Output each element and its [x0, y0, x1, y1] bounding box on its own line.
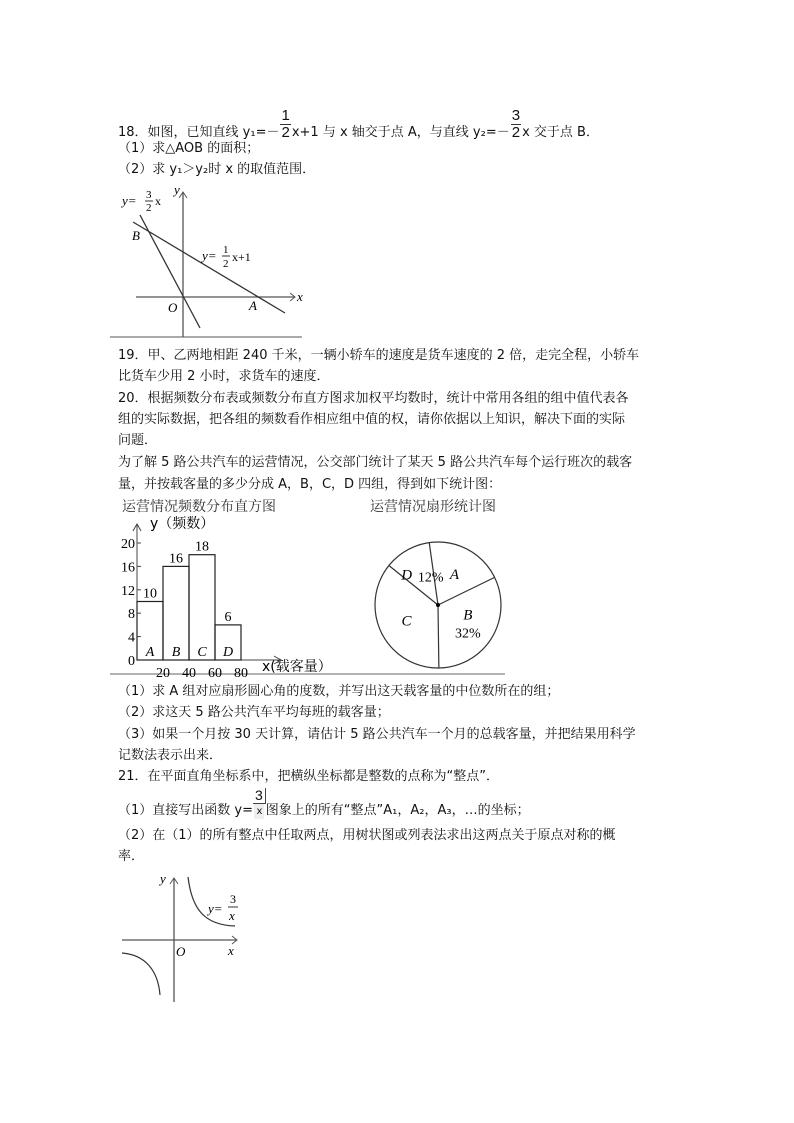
q20-part3-line2: 记数法表示出来．: [118, 748, 223, 763]
pie-title: 运营情况扇形统计图: [370, 499, 496, 515]
label-y2-num: 3: [146, 189, 152, 201]
bar-value-label: 18: [195, 539, 209, 555]
label-y2-x: x: [155, 194, 161, 208]
label-y2-prefix: y=: [122, 193, 137, 208]
origin-label: O: [168, 300, 178, 315]
q19-line2: 比货车少用 2 小时，求货车的速度．: [118, 369, 330, 384]
q18-text-mid: x+1 与 x 轴交于点 A，与直线 y₂=－: [291, 125, 510, 140]
q21-part1-suffix: 图象上的所有“整点”A₁，A₂，A₃，…的坐标；: [265, 803, 530, 818]
fraction-denominator: 2: [281, 124, 290, 141]
fraction-numerator: 3: [511, 107, 521, 124]
fraction-denominator: x: [256, 806, 263, 817]
bar-category-label: B: [171, 645, 181, 660]
histogram-title: 运营情况频数分布直方图: [122, 499, 276, 515]
pie-slice-boundary-C: [438, 605, 439, 668]
line-y1: [133, 222, 285, 313]
y-tick-label: 16: [121, 560, 135, 576]
fraction-one-half: [280, 108, 290, 141]
curve-label-num: 3: [230, 892, 236, 906]
pie-slice-percent-B: 32%: [454, 626, 481, 642]
q21-line1: 21．在平面直角坐标系中，把横纵坐标都是整数的点称为“整点”．: [118, 769, 500, 784]
q21-part1-prefix: （1）直接写出函数 y=: [118, 803, 253, 818]
point-b-label: B: [132, 228, 140, 243]
histogram-y-label: y（频数）: [150, 516, 215, 532]
y-tick-label: 4: [128, 630, 135, 646]
curve-label-den: x: [229, 908, 235, 923]
q21-part2-line2: 率．: [118, 849, 145, 864]
q20-line1: 20．根据频数分布表或频数分布直方图求加权平均数时，统计中常用各组的组中值代表各: [118, 391, 629, 406]
q20-part1: （1）求 A 组对应扇形圆心角的度数，并写出这天载客量的中位数所在的组；: [118, 684, 560, 699]
bar-value-label: 6: [224, 609, 232, 625]
pie-slice-label-A: A: [449, 567, 460, 584]
fraction-numerator: 1: [281, 107, 290, 124]
axis-y-label: y: [174, 182, 180, 197]
y-tick-label: 12: [121, 583, 135, 599]
label-y2-den: 2: [146, 202, 152, 214]
label-y1-prefix: y=: [202, 248, 217, 263]
x-tick-label: 60: [208, 666, 222, 679]
bar-category-label: C: [197, 645, 207, 660]
q18-part2: （2）求 y₁＞y₂时 x 的取值范围．: [118, 162, 316, 177]
bar-value-label: 10: [143, 586, 157, 602]
q20-line4: 为了解 5 路公共汽车的运营情况，公交部门统计了某天 5 路公共汽车每个运行班次的载客: [118, 455, 633, 470]
q19-line1: 19．甲、乙两地相距 240 千米，一辆小轿车的速度是货车速度的 2 倍，走完全程，小轿车: [118, 348, 640, 363]
point-a-label: A: [249, 298, 257, 313]
q21-part2-line1: （2）在（1）的所有整点中任取两点，用树状图或列表法求出这两点关于原点对称的概: [118, 828, 616, 843]
label-y1-num: 1: [223, 244, 229, 256]
q18-text-prefix: 18．如图，已知直线 y₁=－: [118, 125, 280, 140]
fraction-numerator: 3: [253, 788, 266, 804]
curve-label-prefix: y=: [208, 901, 223, 916]
q20-part3-line1: （3）如果一个月按 30 天计算，请估计 5 路公共汽车一个月的总载客量，并把结果用科学: [118, 727, 636, 742]
q20-part2: （2）求这天 5 路公共汽车平均每班的载客量；: [118, 705, 390, 720]
axis-x-label: x: [228, 943, 234, 958]
x-tick-label: 20: [156, 666, 170, 679]
pie-slice-boundary-B: [438, 577, 495, 605]
pie-slice-percent-D: 12%: [417, 570, 444, 586]
pie-chart: [375, 542, 501, 668]
bar-value-label: 16: [169, 551, 183, 567]
histogram: [121, 524, 281, 679]
q21-part1: [118, 788, 530, 819]
label-y1-den: 2: [223, 258, 229, 270]
q20-line2: 组的实际数据，把各组的频数看作相应组中值的权，请你依据以上知识，解决下面的实际: [118, 412, 626, 427]
pie-center-dot: [436, 603, 440, 607]
y-tick-label: 0: [128, 654, 135, 669]
x-tick-label: 80: [234, 666, 248, 679]
axis-y-label: y: [160, 871, 166, 886]
bar-category-label: D: [222, 645, 234, 660]
axis-x-label: x: [297, 289, 303, 304]
bar-category-label: A: [145, 645, 155, 660]
fraction-three-over-x: [253, 788, 266, 819]
pie-slice-label-B: B: [463, 607, 473, 624]
q18-text-suffix: x 交于点 B．: [522, 125, 599, 140]
q21-figure: [110, 865, 260, 1005]
fraction-three-halves: [511, 108, 521, 141]
label-y1-x: x+1: [232, 250, 251, 264]
q20-line5: 量，并按载客量的多少分成 A，B，C，D 四组，得到如下统计图：: [118, 477, 502, 492]
fraction-denominator: 2: [511, 124, 521, 141]
pie-slice-label-C: C: [401, 613, 412, 630]
histogram-x-label: x(载客量）: [262, 659, 332, 675]
y-tick-label: 20: [121, 537, 135, 552]
q20-charts: [110, 494, 505, 679]
q18-part1: （1）求△AOB 的面积；: [118, 141, 260, 156]
pie-slice-label-D: D: [401, 567, 413, 584]
q18-figure-lines: [110, 180, 310, 340]
x-tick-label: 40: [182, 666, 196, 679]
origin-label: O: [176, 944, 186, 959]
y-tick-label: 8: [128, 607, 135, 623]
q20-line3: 问题．: [118, 433, 158, 448]
hyperbola-branch-q3: [122, 953, 160, 995]
